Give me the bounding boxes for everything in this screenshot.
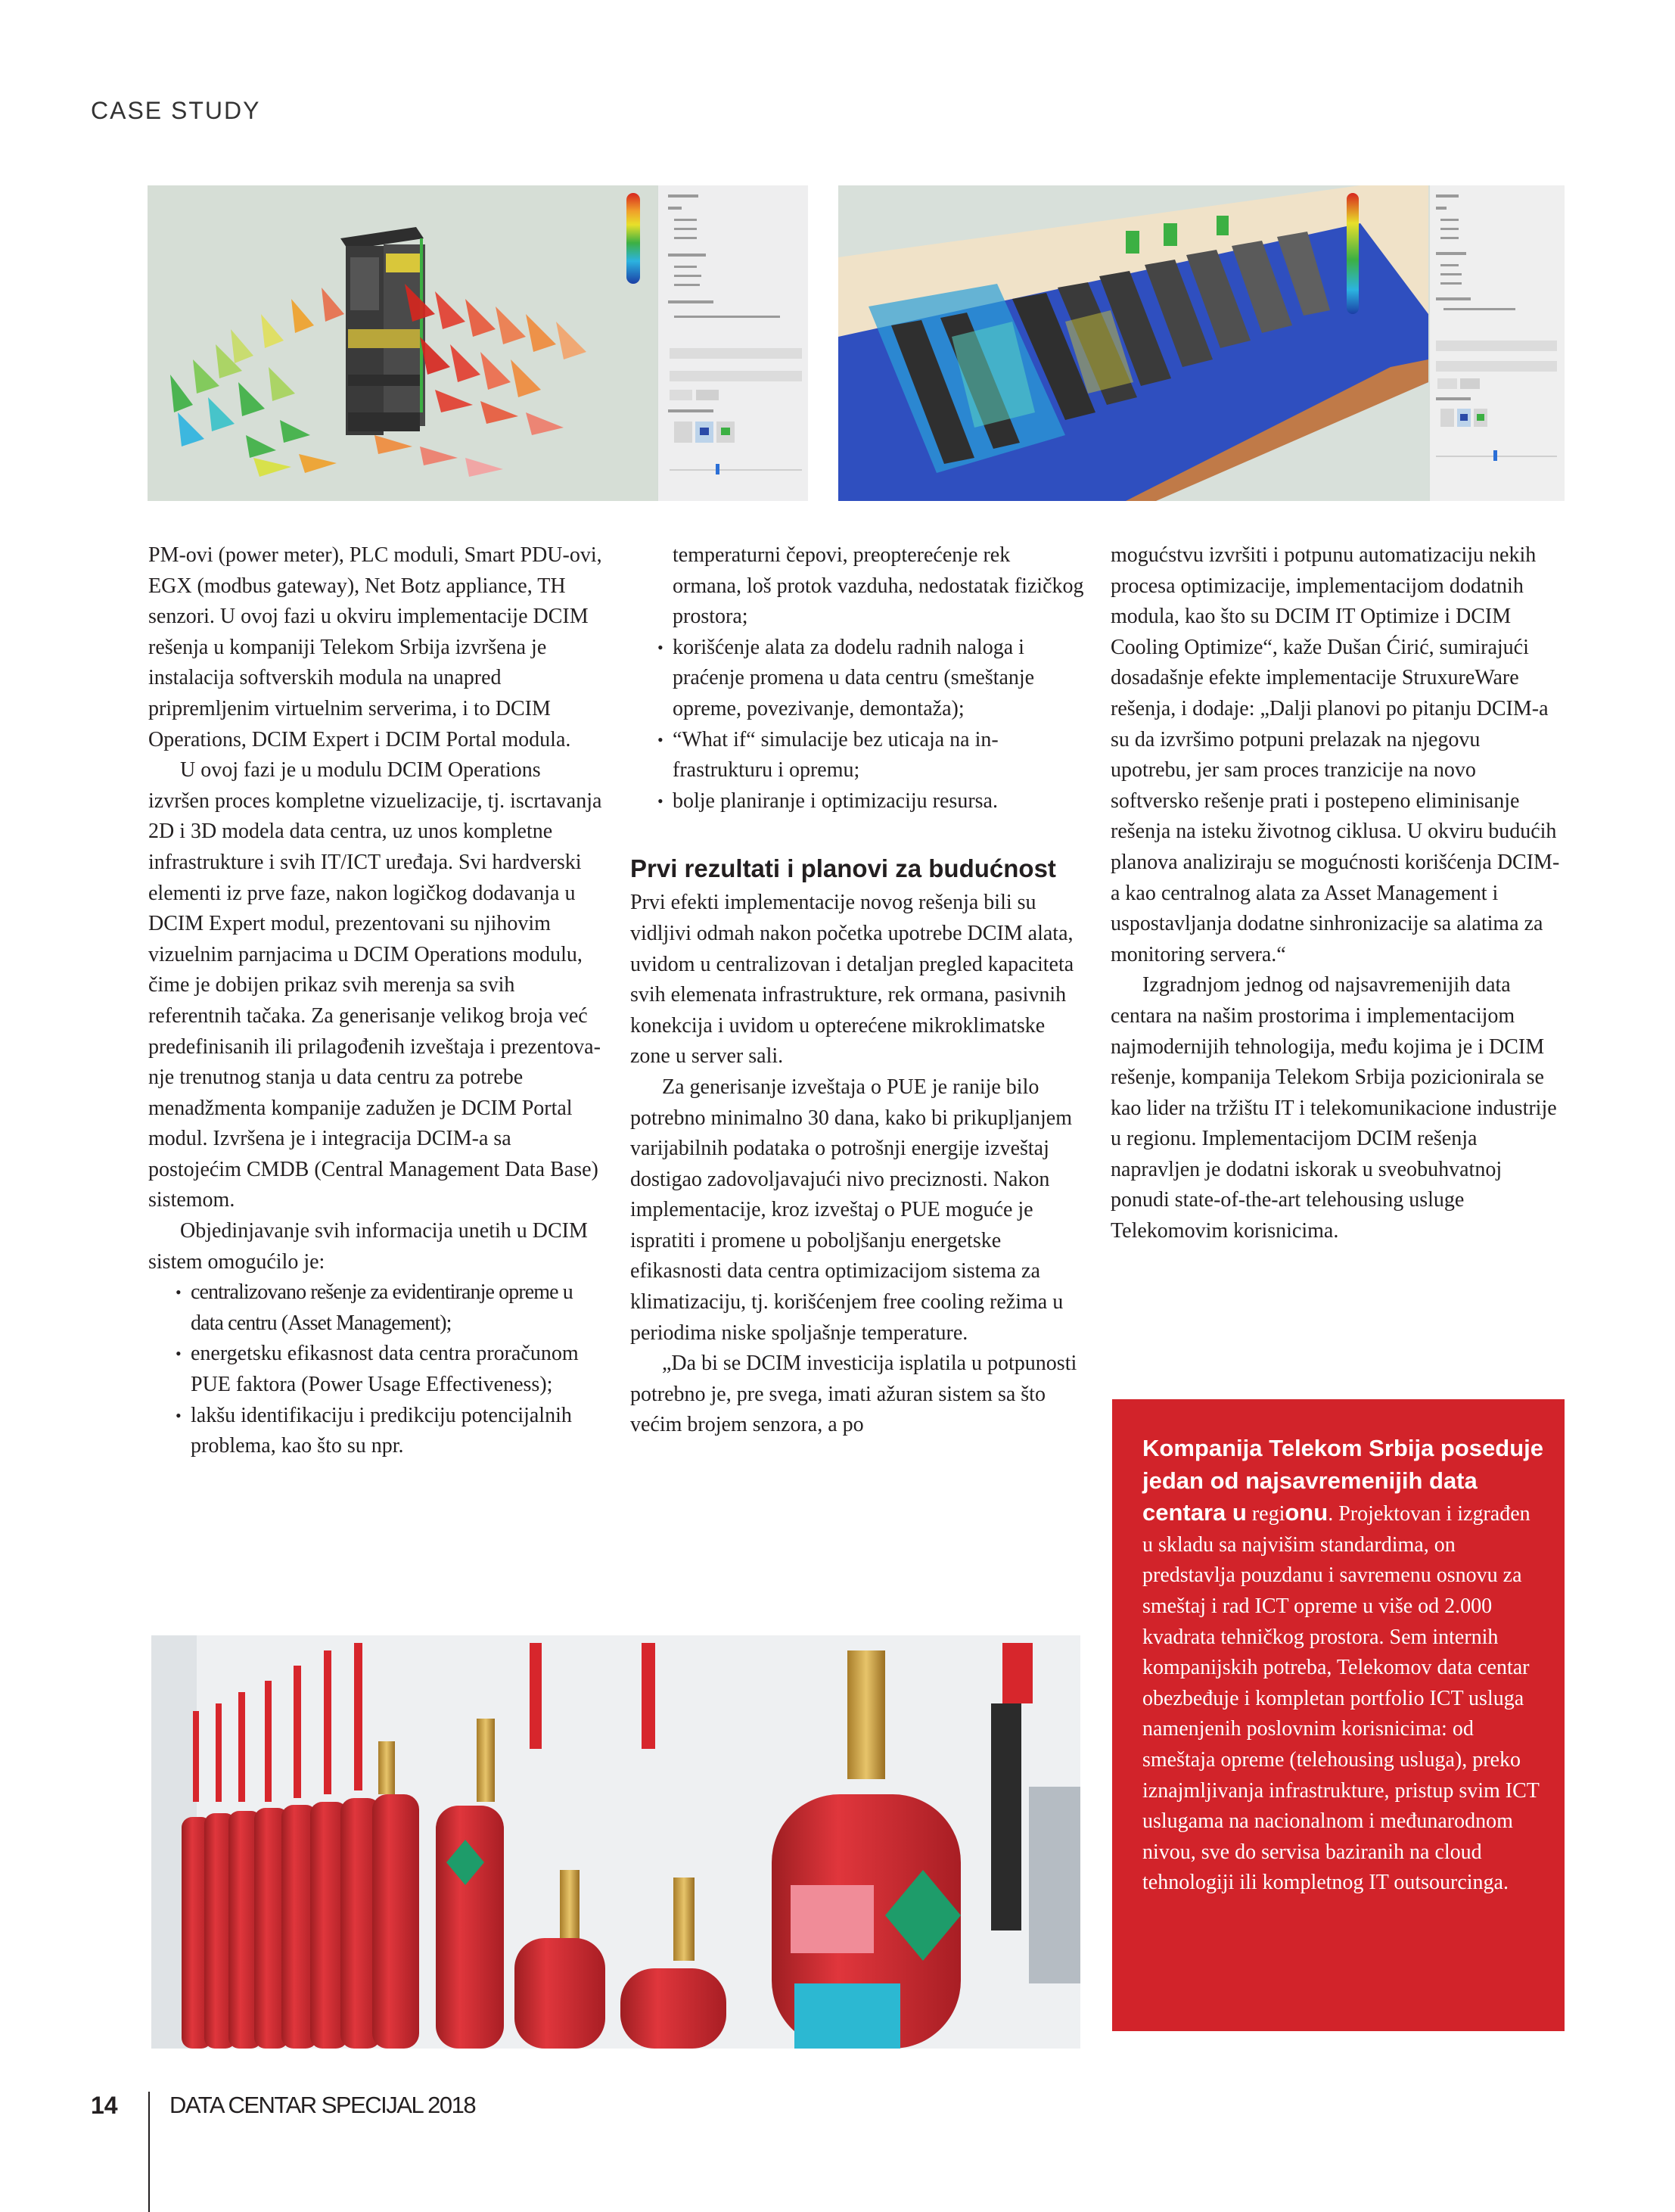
footer-divider: [148, 2092, 150, 2212]
list-item: • centralizovano rešenje za evidentiranje opreme u data centru (Asset Management);: [172, 1277, 602, 1339]
article-column-2: [630, 540, 1084, 1441]
paragraph: Objedinjavanje svih informacija unetih u DCIM sistem omogućilo je:: [148, 1219, 588, 1274]
article-column-3: [1111, 540, 1561, 1247]
publication-title: DATA CENTAR SPECIJAL 2018: [169, 2092, 476, 2118]
benefits-list: [172, 1277, 602, 1462]
callout-lead-tail: regi: [1251, 1502, 1285, 1526]
page-number: 14: [91, 2092, 118, 2119]
list-item: • bolje planiranje i optimizaciju resursa.: [654, 786, 1084, 817]
simulation-settings-panel: [658, 185, 808, 501]
gas-cylinders-photo: [151, 1635, 1080, 2049]
list-item-continuation: temperaturni čepovi, preopterećenje rek ormana, loš protok vazduha, nedostatak fizičkog prostora;: [673, 543, 1084, 629]
server-rack: [340, 227, 425, 435]
callout-body: . Projektovan i izgrađen u skladu sa najvišim standardima, on predstavlja pouzdanu i savremenu osnovu za smeštaj i rad ICT opreme u više od 2.000 kvadrata tehničkog prostora. Sem internih kompanijskih potreba, Telekomov data centar obezbeđuje i kompletan portfolio ICT usluga namenjenih poslovnim korisnicima: od smeštaja opreme (telehousing usluga), preko iznajmljivanja infrastrukture, pristup svim ICT uslugama na nacionalnom i međunarodnom nivou, sve do servisa baziranih na cloud tehnologiji ili kompletnog IT outsourcinga.: [1142, 1502, 1540, 1895]
callout-lead: Kompanija Telekom Srbija poseduje jedan od najsavremenijih data centara u: [1142, 1435, 1543, 1526]
temperature-scale-legend: [1347, 193, 1359, 314]
figure-data-center-thermal-map: [838, 185, 1565, 501]
data-center-3d-illustration: [838, 185, 1565, 501]
section-label: CASE STUDY: [91, 97, 261, 124]
background-cylinders: [182, 1794, 504, 2049]
callout-box: [1112, 1399, 1565, 2031]
figure-fire-suppression-cylinders: [151, 1635, 1080, 2049]
paragraph: „Da bi se DCIM investicija isplatila u potpunosti potrebno je, pre svega, imati ažuran sistem sa što većim brojem senzora, a po: [630, 1352, 1077, 1437]
rack-airflow-illustration: [148, 185, 808, 501]
list-item: • korišćenje alata za dodelu radnih naloga i praćenje promena u data centru (smeštanje opreme, povezivanje, demontaža);: [654, 633, 1084, 725]
list-item: • “What if“ simulacije bez uticaja na infrastrukturu i opremu;: [654, 725, 1084, 786]
paragraph: Za generisanje izveštaja o PUE je ranije bilo potrebno minimalno 30 dana, kako bi prikupljanjem varijabilnih podataka o potrošnji energije izveštaj dostigao zadovoljavajući nivo preciznosti. Nakon implementacije, kroz izveštaj o PUE moguće je ispratiti i promene u poboljšanju energetske efikasnosti data centra optimizacijom sistema za klimatizaciju, tj. korišćenjem free cooling režima u periodima niske spoljašnje temperature.: [630, 1075, 1072, 1345]
section-subheading: Prvi rezultati i planovi za budućnost: [630, 854, 1056, 883]
list-item: • lakšu identifikaciju i predikciju potencijalnih problema, kao što su npr.: [172, 1401, 602, 1462]
paragraph: mogućstvu izvršiti i potpunu automatizaciju nekih procesa optimizacije, implementacijom dodatnih modula, kao što su DCIM IT Optimize i DCIM Cooling Optimize“, kaže Dušan Ćirić, sumirajući dosadašnje efekte implementacije StruxureWare rešenja, i dodaje: „Dalji planovi po pitanju DCIM-a su da izvršimo potpuni prelazak na njegovu upotrebu, jer sam proces tranzicije na novo softversko rešenje prati i postepeno eliminisanje rešenja na isteku životnog ciklusa. U okviru budućih planova analiziraju se mogućnosti korišćenja DCIM-a kao centralnog alata za Asset Management i uspostavljanja dodatne sinhronizacije sa alatima za monitoring servera.“: [1111, 543, 1560, 966]
article-column-1: [148, 540, 602, 1462]
paragraph: U ovoj fazi je u modulu DCIM Operations izvršen proces kompletne vizuelizacije, tj. iscrtavanja 2D i 3D modela data centra, uz unos kompletne infrastrukture i svih IT/ICT uređaja. Svi hardverski elementi iz prve faze, nakon logičkog dodavanja u DCIM Expert modul, prezentovani su njihovim vizuelnim parnjacima u DCIM Operations modulu, čime je dobijen prikaz svih merenja sa svih referentnih tačaka. Za generisanje velikog broja već predefinisanih ili prilagođenih izveštaja i prezentovanje trenutnog stanja u data centru za potrebe menadžmenta kompanije zadužen je DCIM Portal modul. Izvršena je i integracija DCIM-a sa postojećim CMDB (Central Management Data Base) sistemom.: [148, 758, 602, 1212]
temperature-scale-legend: [626, 193, 640, 284]
list-item: • energetsku efikasnost data centra proračunom PUE faktora (Power Usage Effectiveness);: [172, 1339, 602, 1400]
paragraph: PM-ovi (power meter), PLC moduli, Smart PDU-ovi, EGX (modbus gateway), Net Botz appliance, TH senzori. U ovoj fazi u okviru implementacije DCIM rešenja u kompaniji Telekom Srbija izvršena je instalacija softverskih modula na unapred pripremljenim virtuelnim serverima, i to DCIM Operations, DCIM Expert i DCIM Portal modula.: [148, 543, 602, 751]
paragraph: Izgradnjom jednog od najsavremenijih data centara na našim prostorima i implementacijom najmodernijih tehnologija, među kojima je i DCIM rešenje, kompanija Telekom Srbija pozicionirala se kao lider na tržištu IT i telekomunikacione industrije u regionu. Implementacijom DCIM rešenja napravljen je dodatni iskorak u sveobuhvatnoj ponudi state-of-the-art telehousing usluge Telekomovim korisnicima.: [1111, 973, 1557, 1243]
paragraph: Prvi efekti implementacije novog rešenja bili su vidljivi odmah nakon početka upotrebe DCIM alata, uvidom u centralizovan i detaljan pregled kapaciteta svih elemenata infrastrukture, rek ormana, pasivnih konekcija i uvidom u opterećene mikroklimatske zone u server sali.: [630, 891, 1074, 1069]
benefits-list-continued: [654, 633, 1084, 817]
callout-lead-tail-bold: onu: [1285, 1499, 1329, 1526]
figure-rack-airflow-simulation: [148, 185, 808, 501]
